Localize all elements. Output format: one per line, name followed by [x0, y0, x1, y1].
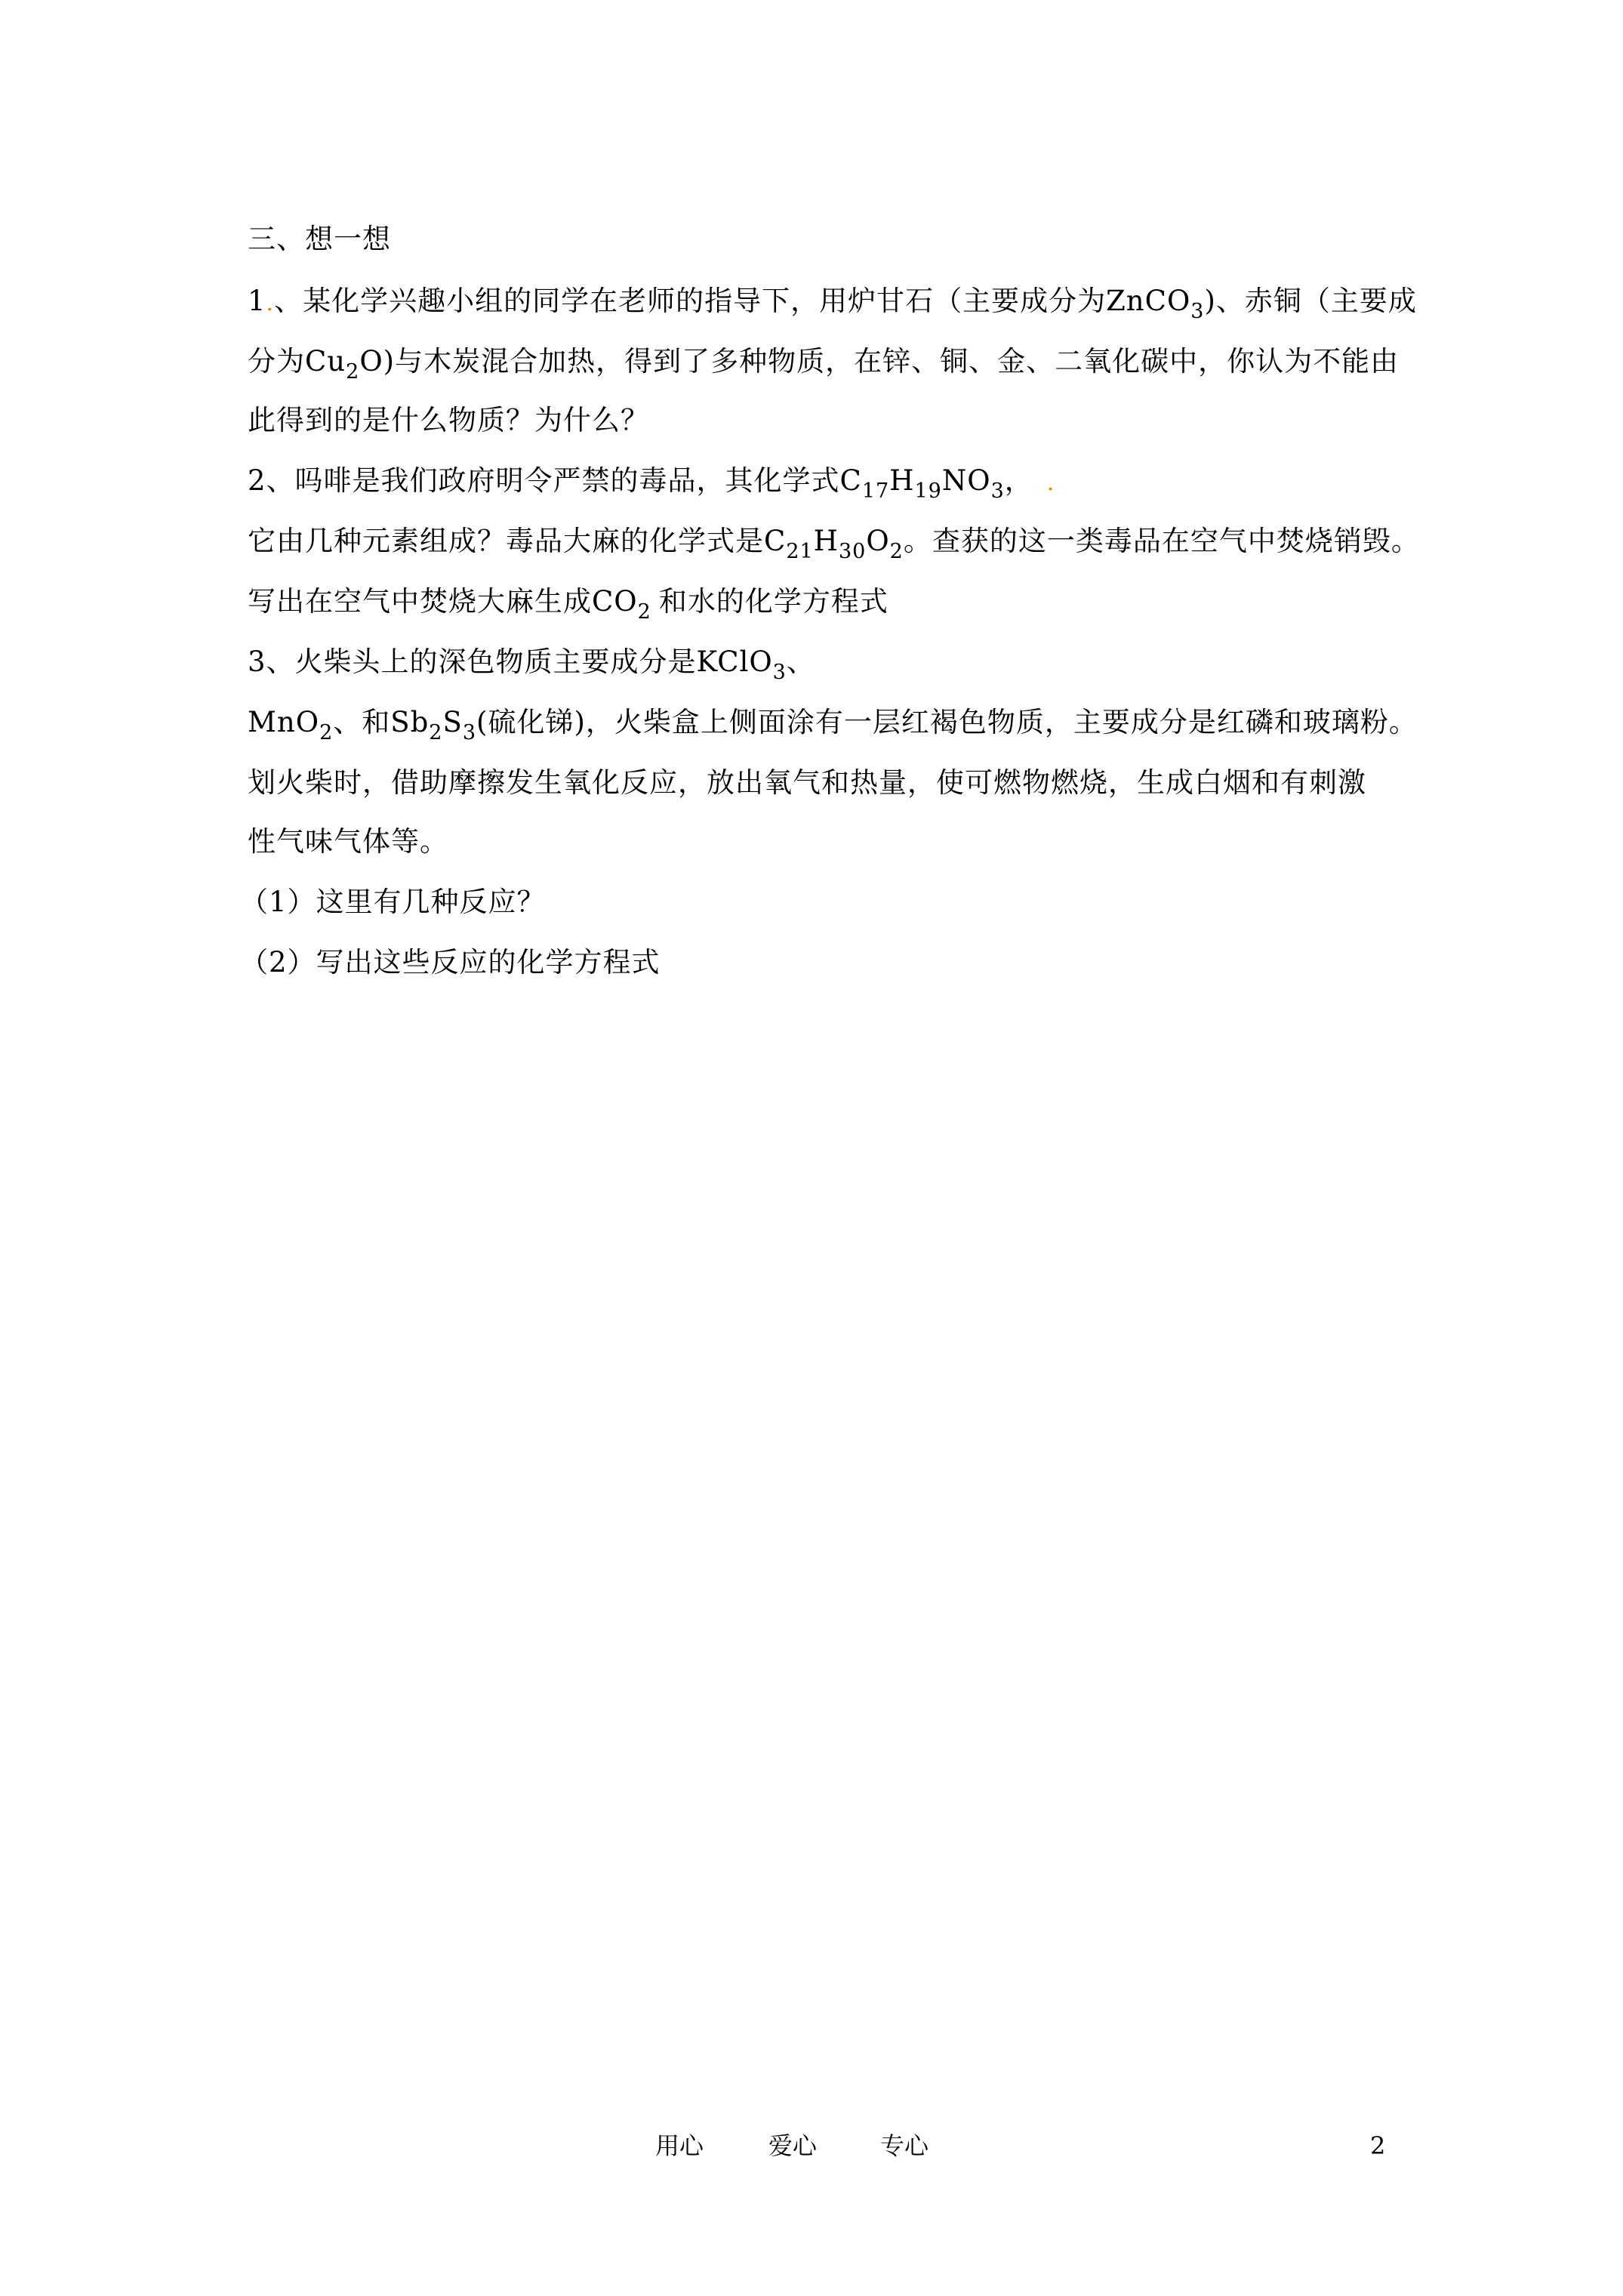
q1-number: 1 — [248, 285, 266, 317]
formula-co2: CO — [592, 585, 638, 618]
q3-line-4: 性气味气体等。 — [248, 825, 448, 858]
q1-text: 分为 — [248, 345, 305, 378]
formula-znco3: ZnCO — [1106, 285, 1191, 317]
subscript: 3 — [772, 661, 787, 684]
subscript: 2 — [889, 540, 904, 563]
subscript: 3 — [990, 479, 1005, 503]
formula-mno2: MnO — [248, 706, 320, 738]
q3-text: (硫化锑)，火柴盒上侧面涂有一层红褐色物质，主要成分是红磷和玻璃粉。 — [476, 706, 1418, 738]
q3-text: 、和 — [333, 706, 391, 738]
formula-cannabis: O — [866, 525, 890, 557]
q1-text: )、赤铜（主要成 — [1204, 285, 1417, 317]
subscript: 2 — [429, 721, 443, 744]
footer-right: 专心 — [880, 2131, 929, 2160]
q3-subquestion-1: （1）这里有几种反应？ — [240, 886, 546, 918]
subscript: 3 — [462, 721, 477, 744]
subscript: 2 — [637, 600, 651, 624]
q3-line-3: 划火柴时，借助摩擦发生氧化反应，放出氧气和热量，使可燃物燃烧，生成白烟和有刺激 — [248, 766, 1366, 799]
q2-line-3 — [248, 583, 888, 624]
formula-kclo3: KClO — [696, 646, 773, 678]
q2-line-1 — [248, 462, 1055, 503]
footer-mid: 爱心 — [768, 2131, 818, 2160]
formula-morphine: C — [839, 464, 862, 497]
q3-subquestion-2: （2）写出这些反应的化学方程式 — [240, 946, 661, 978]
formula-morphine: NO — [941, 464, 991, 497]
q2-text: ， — [1004, 464, 1033, 497]
subscript: 19 — [914, 479, 942, 503]
section-heading: 三、想一想 — [248, 223, 391, 255]
q3-line-1 — [248, 643, 815, 684]
page-number: 2 — [1370, 2131, 1386, 2160]
q3-line-2 — [248, 704, 1418, 744]
subscript: 30 — [838, 540, 867, 563]
q2-text: 。查获的这一类毒品在空气中焚烧销毁。 — [903, 525, 1420, 557]
q1-line-3: 此得到的是什么物质？为什么？ — [248, 404, 649, 436]
dot-mark: . — [266, 290, 275, 316]
q2-text: 和水的化学方程式 — [658, 585, 888, 618]
footer-left: 用心 — [655, 2131, 704, 2160]
formula-sb2s3: S — [442, 706, 463, 738]
subscript: 2 — [346, 360, 360, 384]
formula-cu2o: O — [359, 345, 383, 378]
formula-morphine: H — [889, 464, 915, 497]
q3-text: 、 — [786, 646, 815, 678]
subscript: 2 — [319, 721, 334, 744]
q3-text: 3、火柴头上的深色物质主要成分是 — [248, 646, 697, 678]
q1-text: 、某化学兴趣小组的同学在老师的指导下，用炉甘石（主要成分为 — [274, 285, 1107, 317]
formula-cu2o: Cu — [305, 345, 346, 378]
subscript: 21 — [786, 540, 814, 563]
q2-text: 2、吗啡是我们政府明令严禁的毒品，其化学式 — [248, 464, 840, 497]
dot-mark: . — [1046, 470, 1055, 496]
subscript: 17 — [861, 479, 890, 503]
formula-cannabis: H — [813, 525, 839, 557]
formula-sb2s3: Sb — [390, 706, 430, 738]
q2-line-2 — [248, 522, 1420, 563]
q2-text: 写出在空气中焚烧大麻生成 — [248, 585, 592, 618]
q1-line-1 — [248, 282, 1417, 323]
formula-cannabis: C — [764, 525, 787, 557]
subscript: 3 — [1190, 300, 1205, 323]
q2-text: 它由几种元素组成？毒品大麻的化学式是 — [248, 525, 764, 557]
q1-line-2 — [248, 343, 1399, 384]
q1-text: )与木炭混合加热，得到了多种物质，在锌、铜、金、二氧化碳中，你认为不能由 — [383, 345, 1400, 378]
